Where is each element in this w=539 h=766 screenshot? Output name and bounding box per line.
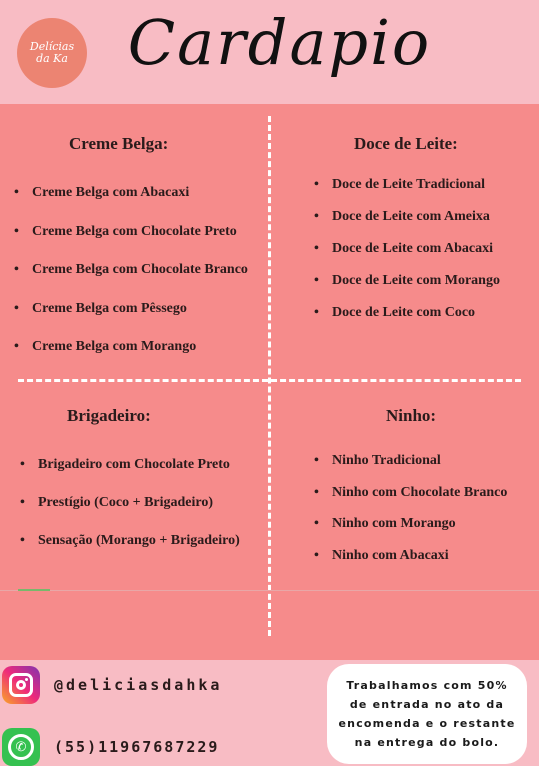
list-item: • Doce de Leite com Ameixa — [332, 208, 500, 226]
section-title: Ninho: — [386, 406, 437, 425]
list-item: • Ninho com Abacaxi — [332, 547, 507, 565]
list-item: • Sensação (Morango + Brigadeiro) — [38, 532, 240, 550]
list-item: • Creme Belga com Chocolate Preto — [32, 223, 248, 241]
item-list — [38, 456, 240, 550]
horizontal-divider — [18, 379, 521, 382]
logo-text: Delícias da Ka — [29, 40, 75, 65]
phone-number[interactable]: (55)11967687229 — [54, 738, 220, 756]
footer — [0, 660, 539, 766]
section-ninho — [332, 406, 507, 578]
section-title: Doce de Leite: — [354, 134, 458, 153]
instagram-handle[interactable]: @deliciasdahka — [54, 676, 223, 694]
section-title: Brigadeiro: — [67, 406, 151, 425]
section-creme-belga — [32, 134, 248, 377]
list-item: • Ninho Tradicional — [332, 452, 507, 470]
list-item: • Creme Belga com Abacaxi — [32, 184, 248, 202]
section-brigadeiro — [38, 406, 240, 570]
header — [0, 0, 539, 104]
item-list — [32, 184, 248, 356]
item-list — [332, 176, 500, 322]
page-title: Cardapio — [127, 6, 432, 79]
list-item: • Doce de Leite Tradicional — [332, 176, 500, 194]
thin-divider — [0, 590, 539, 591]
whatsapp-icon[interactable] — [2, 728, 40, 766]
list-item: • Doce de Leite com Abacaxi — [332, 240, 500, 258]
list-item: • Brigadeiro com Chocolate Preto — [38, 456, 240, 474]
list-item: • Creme Belga com Chocolate Branco — [32, 261, 248, 279]
payment-note-text: Trabalhamos com 50% de entrada no ato da encomenda e o restante na entrega do bolo. — [338, 679, 516, 749]
list-item: • Doce de Leite com Coco — [332, 304, 500, 322]
list-item: • Prestígio (Coco + Brigadeiro) — [38, 494, 240, 512]
list-item: • Ninho com Morango — [332, 515, 507, 533]
whatsapp-glyph: ✆ — [8, 734, 34, 760]
vertical-divider — [268, 116, 271, 636]
list-item: • Creme Belga com Morango — [32, 338, 248, 356]
section-title: Creme Belga: — [69, 134, 169, 153]
list-item: • Creme Belga com Pêssego — [32, 300, 248, 318]
payment-note — [327, 664, 527, 764]
instagram-glyph — [9, 673, 33, 697]
list-item: • Ninho com Chocolate Branco — [332, 484, 507, 502]
menu-panel — [0, 104, 539, 660]
instagram-icon[interactable] — [2, 666, 40, 704]
section-doce-de-leite — [332, 134, 500, 336]
list-item: • Doce de Leite com Morango — [332, 272, 500, 290]
item-list — [332, 452, 507, 565]
thin-divider-accent — [18, 589, 50, 591]
